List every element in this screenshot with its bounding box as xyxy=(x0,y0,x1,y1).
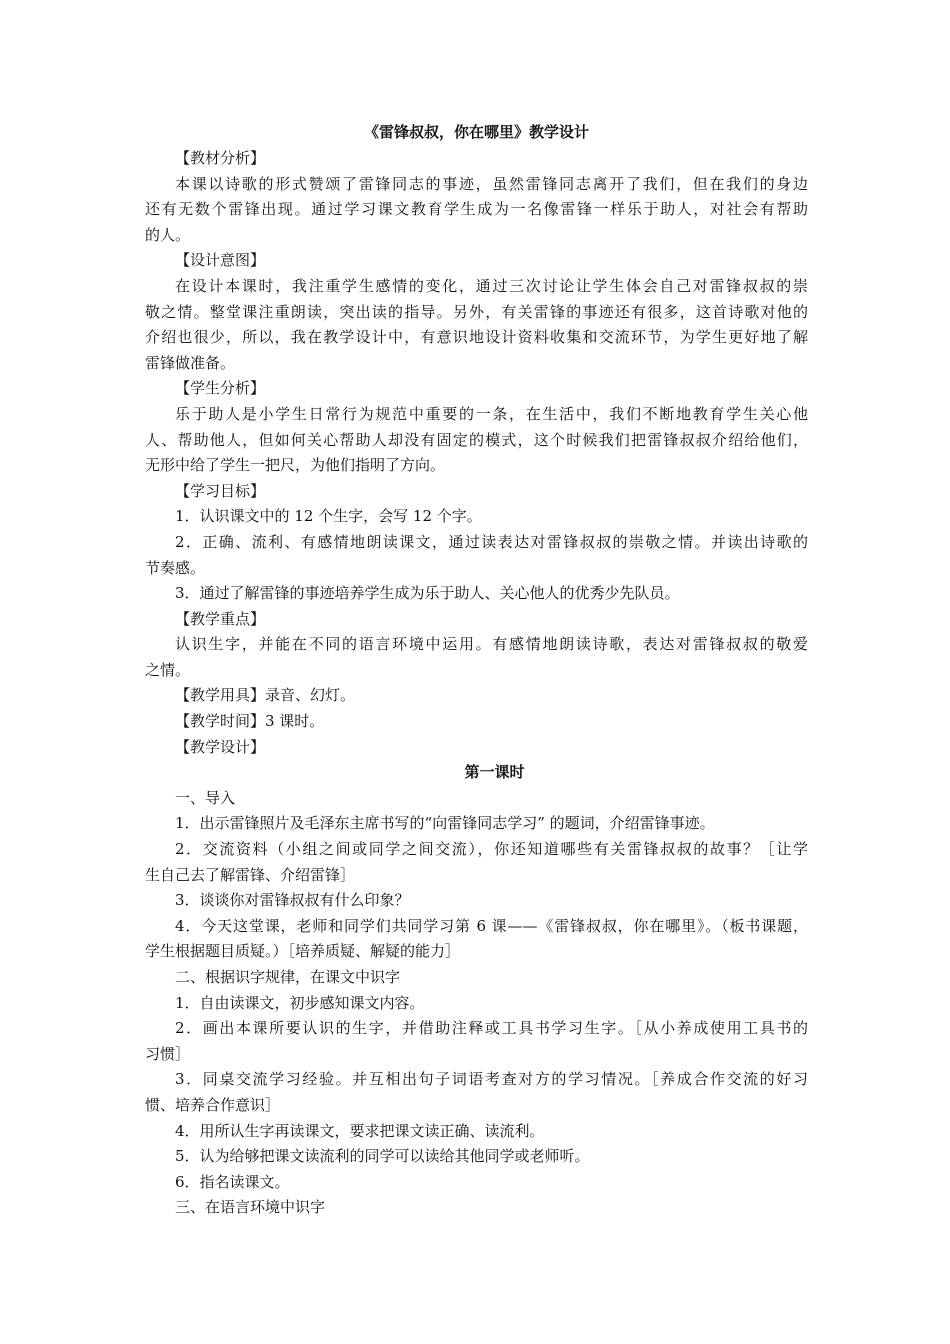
document-body xyxy=(145,146,808,1221)
paragraph-line: 3．谈谈你对雷锋叔叔有什么印象？ xyxy=(175,891,410,910)
paragraph-line: 认识生字，并能在不同的语言环境中运用。有感情地朗读诗歌，表达对雷锋叔叔的敬爱 xyxy=(175,635,808,654)
paragraph-line: 2．交流资料（小组之间或同学之间交流），你还知道哪些有关雷锋叔叔的故事？［让学 xyxy=(175,840,808,859)
paragraph-line: 1．自由读课文，初步感知课文内容。 xyxy=(175,993,425,1012)
section-heading: 【设计意图】 xyxy=(175,251,266,270)
paragraph-line: 惯、培养合作意识］ xyxy=(145,1095,281,1114)
paragraph-line: 人、帮助他人，但如何关心帮助人却没有固定的模式，这个时候我们把雷锋叔叔介绍给他们， xyxy=(145,430,808,449)
paragraph-line: 的人。 xyxy=(145,225,191,244)
paragraph-line: 3．通过了解雷锋的事迹培养学生成为乐于助人、关心他人的优秀少先队员。 xyxy=(175,584,680,603)
paragraph-line: 介绍也很少，所以，我在教学设计中，有意识地设计资料收集和交流环节，为学生更好地了解 xyxy=(145,328,808,347)
document-page xyxy=(145,118,808,1221)
paragraph-line: 2．正确、流利、有感情地朗读课文，通过读表达对雷锋叔叔的崇敬之情。并读出诗歌的 xyxy=(175,532,808,551)
paragraph-line: 之情。 xyxy=(145,660,191,679)
paragraph-line: 乐于助人是小学生日常行为规范中重要的一条，在生活中，我们不断地教育学生关心他 xyxy=(175,404,808,423)
lesson-heading: 第一课时 xyxy=(464,763,525,782)
section-heading: 【学习目标】 xyxy=(175,481,266,500)
section-heading: 【教学设计】 xyxy=(175,737,266,756)
paragraph-line: 6．指名读课文。 xyxy=(175,1172,290,1191)
section-heading: 【教学用具】录音、幻灯。 xyxy=(175,686,356,705)
paragraph-line: 三、在语言环境中识字 xyxy=(175,1198,326,1217)
paragraph-line: 2．画出本课所要认识的生字，并借助注释或工具书学习生字。［从小养成使用工具书的 xyxy=(175,1019,808,1038)
paragraph-line: 一、导入 xyxy=(175,788,236,807)
paragraph-line: 节奏感。 xyxy=(145,558,206,577)
paragraph-line: 学生根据题目质疑。）［培养质疑、解疑的能力］ xyxy=(145,942,461,961)
paragraph-line: 在设计本课时，我注重学生感情的变化，通过三次讨论让学生体会自己对雷锋叔叔的崇 xyxy=(175,276,808,295)
document-title: 《雷锋叔叔，你在哪里》教学设计 xyxy=(363,123,589,141)
paragraph-line: 雷锋做准备。 xyxy=(145,353,236,372)
paragraph-line: 4．用所认生字再读课文，要求把课文读正确、读流利。 xyxy=(175,1121,545,1140)
paragraph-line: 4．今天这堂课，老师和同学们共同学习第 6 课——《雷锋叔叔，你在哪里》。（板书课题， xyxy=(175,916,808,935)
paragraph-line: 1．认识课文中的 12 个生字，会写 12 个字。 xyxy=(175,507,482,526)
paragraph-line: 二、根据识字规律，在课文中识字 xyxy=(175,968,401,986)
paragraph-line: 生自己去了解雷锋、介绍雷锋］ xyxy=(145,865,356,884)
paragraph-line: 本课以诗歌的形式赞颂了雷锋同志的事迹，虽然雷锋同志离开了我们，但在我们的身边 xyxy=(175,174,808,193)
paragraph-line: 1．出示雷锋照片及毛泽东主席书写的“向雷锋同志学习” 的题词，介绍雷锋事迹。 xyxy=(175,814,715,833)
paragraph-line: 无形中给了学生一把尺，为他们指明了方向。 xyxy=(145,456,446,475)
paragraph-line: 习惯］ xyxy=(145,1044,191,1063)
paragraph-line: 还有无数个雷锋出现。通过学习课文教育学生成为一名像雷锋一样乐于助人，对社会有帮助 xyxy=(145,200,808,219)
section-heading: 【学生分析】 xyxy=(175,379,266,398)
section-heading: 【教学时间】3 课时。 xyxy=(175,712,325,731)
section-heading: 【教材分析】 xyxy=(175,149,266,167)
paragraph-line: 5．认为给够把课文读流利的同学可以读给其他同学或老师听。 xyxy=(175,1147,590,1166)
paragraph-line: 敬之情。整堂课注重朗读，突出读的指导。另外，有关雷锋的事迹还有很多，这首诗歌对他的 xyxy=(145,302,808,321)
section-heading: 【教学重点】 xyxy=(175,609,266,628)
paragraph-line: 3．同桌交流学习经验。并互相出句子词语考查对方的学习情况。［养成合作交流的好习 xyxy=(175,1070,808,1089)
